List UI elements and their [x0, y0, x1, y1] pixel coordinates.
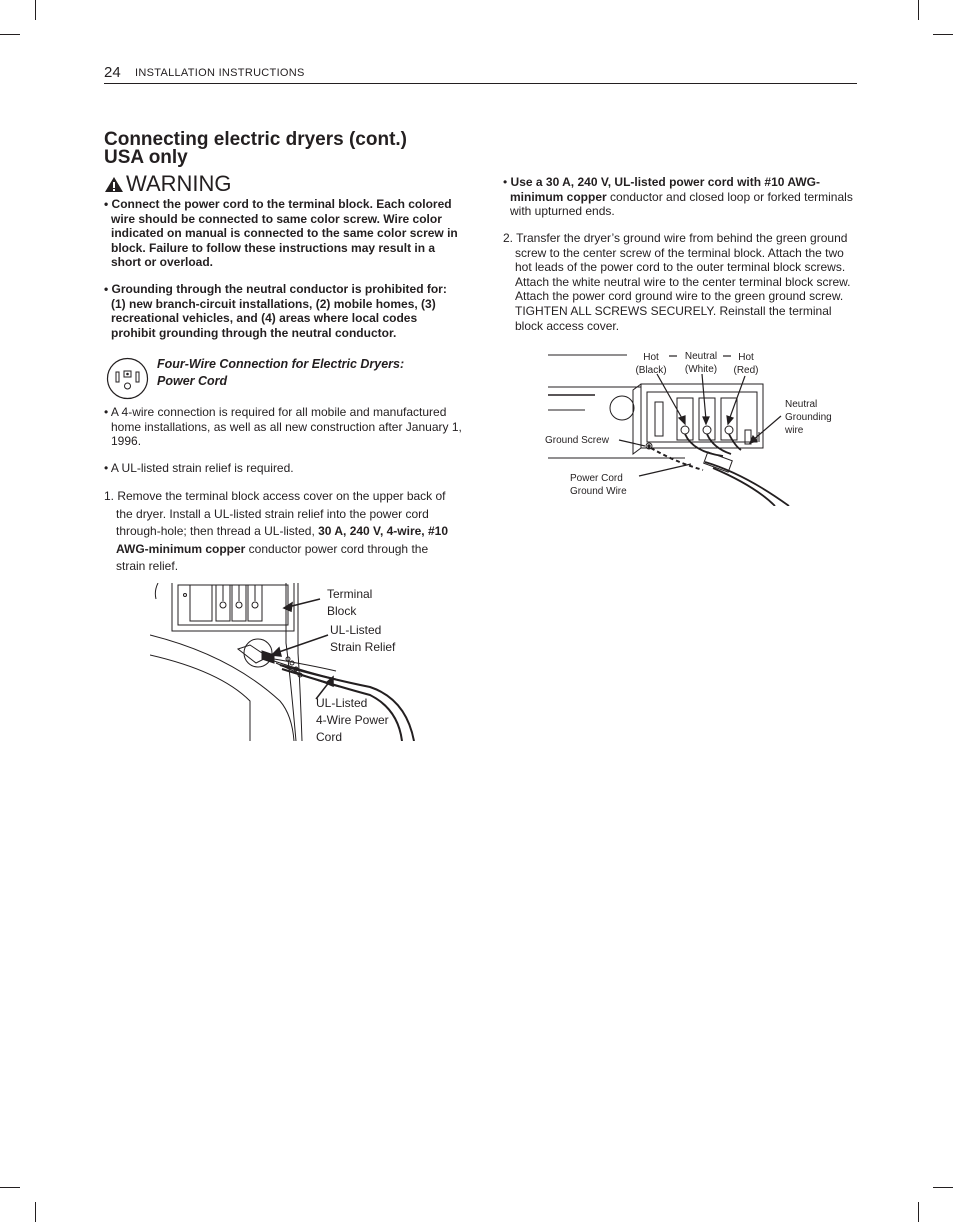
label-power-cord-line2: 4-Wire Power — [316, 713, 389, 727]
label-power-cord-ground-wire — [570, 472, 627, 498]
page-title-line2: USA only — [104, 147, 188, 168]
label-terminal-block-line2: Block — [327, 604, 357, 618]
label-neutral-white — [682, 350, 720, 376]
crop-mark — [918, 0, 919, 20]
crop-mark — [35, 1202, 36, 1222]
label-neutral-grounding-line1: Neutral — [785, 399, 818, 410]
label-neutral-white-line2: (White) — [684, 364, 718, 375]
label-power-cord-ground-line1: Power Cord — [570, 473, 623, 484]
step-1-text-end: conductor power cord through the strain relief. — [116, 541, 429, 574]
label-power-cord — [316, 695, 389, 746]
step-1-text: 1. Remove the terminal block access cover on the upper back of the dryer. Install a UL-listed strain relief into the power cord through-hole; then thread a UL-listed, — [104, 489, 446, 539]
warning-label: WARNING — [126, 171, 232, 196]
label-hot-black-line1: Hot — [643, 352, 659, 363]
four-wire-bullet-1-text: A 4-wire connection is required for all mobile and manufactured home installations, as well as all new construction after January 1, 1996. — [110, 405, 462, 449]
label-power-cord-line3: Cord — [316, 730, 343, 744]
label-power-cord-line1: UL-Listed — [316, 696, 368, 710]
label-power-cord-ground-line2: Ground Wire — [570, 486, 627, 497]
four-wire-bullet-2: • A UL-listed strain relief is required. — [104, 461, 294, 475]
label-hot-black-line2: (Black) — [635, 365, 667, 376]
four-wire-bullet-2-text: A UL-listed strain relief is required. — [110, 461, 294, 475]
label-strain-relief — [330, 622, 395, 656]
label-neutral-grounding-line2: Grounding — [785, 412, 832, 423]
crop-mark — [933, 1187, 953, 1188]
label-strain-relief-line2: Strain Relief — [330, 640, 396, 654]
label-ground-screw: Ground Screw — [545, 435, 609, 446]
section-title: INSTALLATION INSTRUCTIONS — [135, 67, 305, 79]
cord-spec-text: conductor and closed loop or forked terminals with upturned ends. — [510, 189, 853, 219]
step-2 — [503, 231, 859, 333]
crop-mark — [918, 1202, 919, 1222]
warning-triangle-icon — [104, 176, 124, 193]
four-wire-caption — [157, 356, 404, 390]
crop-mark — [933, 34, 953, 35]
four-wire-caption-line1: Four-Wire Connection for Electric Dryers: — [157, 357, 405, 371]
label-neutral-grounding-line3: wire — [785, 425, 804, 436]
crop-mark — [0, 1187, 20, 1188]
crop-mark — [0, 34, 20, 35]
four-prong-plug-icon — [106, 357, 149, 400]
four-wire-caption-line2: Power Cord — [157, 374, 228, 388]
label-hot-red-line1: Hot — [738, 352, 754, 363]
step-1-bold: 30 A, 240 V, 4-wire, #10 AWG-minimum copper — [116, 524, 448, 556]
warning-bullet-2: • Grounding through the neutral conductor is prohibited for: (1) new branch-circuit installations, (2) mobile homes, (3) recreational vehicles, and (4) areas where local codes prohibit grounding through the neutral conductor. — [104, 282, 447, 340]
page-title-line1: Connecting electric dryers (cont.) — [104, 129, 408, 150]
label-neutral-white-line1: Neutral — [684, 351, 718, 362]
cord-spec-bullet: • Use a 30 A, 240 V, UL-listed power cord with #10 AWG-minimum copper conductor and closed loop or forked terminals with upturned ends. — [503, 175, 853, 219]
label-neutral-grounding-wire — [785, 398, 832, 437]
warning-heading — [104, 172, 232, 196]
label-terminal-block-line1: Terminal — [327, 587, 373, 601]
warning-bullet-1-text: Connect the power cord to the terminal block. Each colored wire should be connected to same color screw. Wire color indicated on manual is connected to the same color screw in block. Failure to follow these instructions may result in a short or overload. — [111, 197, 458, 270]
step-2-text: 2. Transfer the dryer’s ground wire from behind the green ground screw to the center screw of the terminal block. Attach the two hot leads of the power cord to the outer terminal block screws. Attach the white neutral wire to the center terminal block screw. Attach the power cord ground wire to the green ground screw. TIGHTEN ALL SCREWS SECURELY. Reinstall the terminal block access cover. — [503, 231, 851, 333]
label-hot-black — [633, 351, 669, 377]
label-hot-red-line2: (Red) — [733, 365, 759, 376]
crop-mark — [35, 0, 36, 20]
four-wire-bullet-1: • A 4-wire connection is required for all mobile and manufactured home installations, as well as all new construction after January 1, 1996. — [104, 405, 462, 449]
page-title — [104, 131, 407, 167]
warning-bullet-2-text: Grounding through the neutral conductor is prohibited for: (1) new branch-circuit installations, (2) mobile homes, (3) recreational vehicles, and (4) areas where local codes prohibit grounding through the neutral conductor. — [111, 282, 447, 340]
header-divider — [104, 83, 857, 84]
cord-spec-bold: Use a 30 A, 240 V, UL-listed power cord with #10 AWG-minimum copper — [510, 175, 820, 204]
label-strain-relief-line1: UL-Listed — [330, 623, 382, 637]
label-terminal-block — [327, 586, 372, 620]
page-number: 24 — [104, 64, 121, 81]
warning-bullet-1: • Connect the power cord to the terminal block. Each colored wire should be connected to same color screw. Wire color indicated on manual is connected to the same color screw in block. Failure to follow these instructions may result in a short or overload. — [104, 197, 458, 270]
label-hot-red — [731, 351, 761, 377]
step-1 — [104, 488, 460, 576]
